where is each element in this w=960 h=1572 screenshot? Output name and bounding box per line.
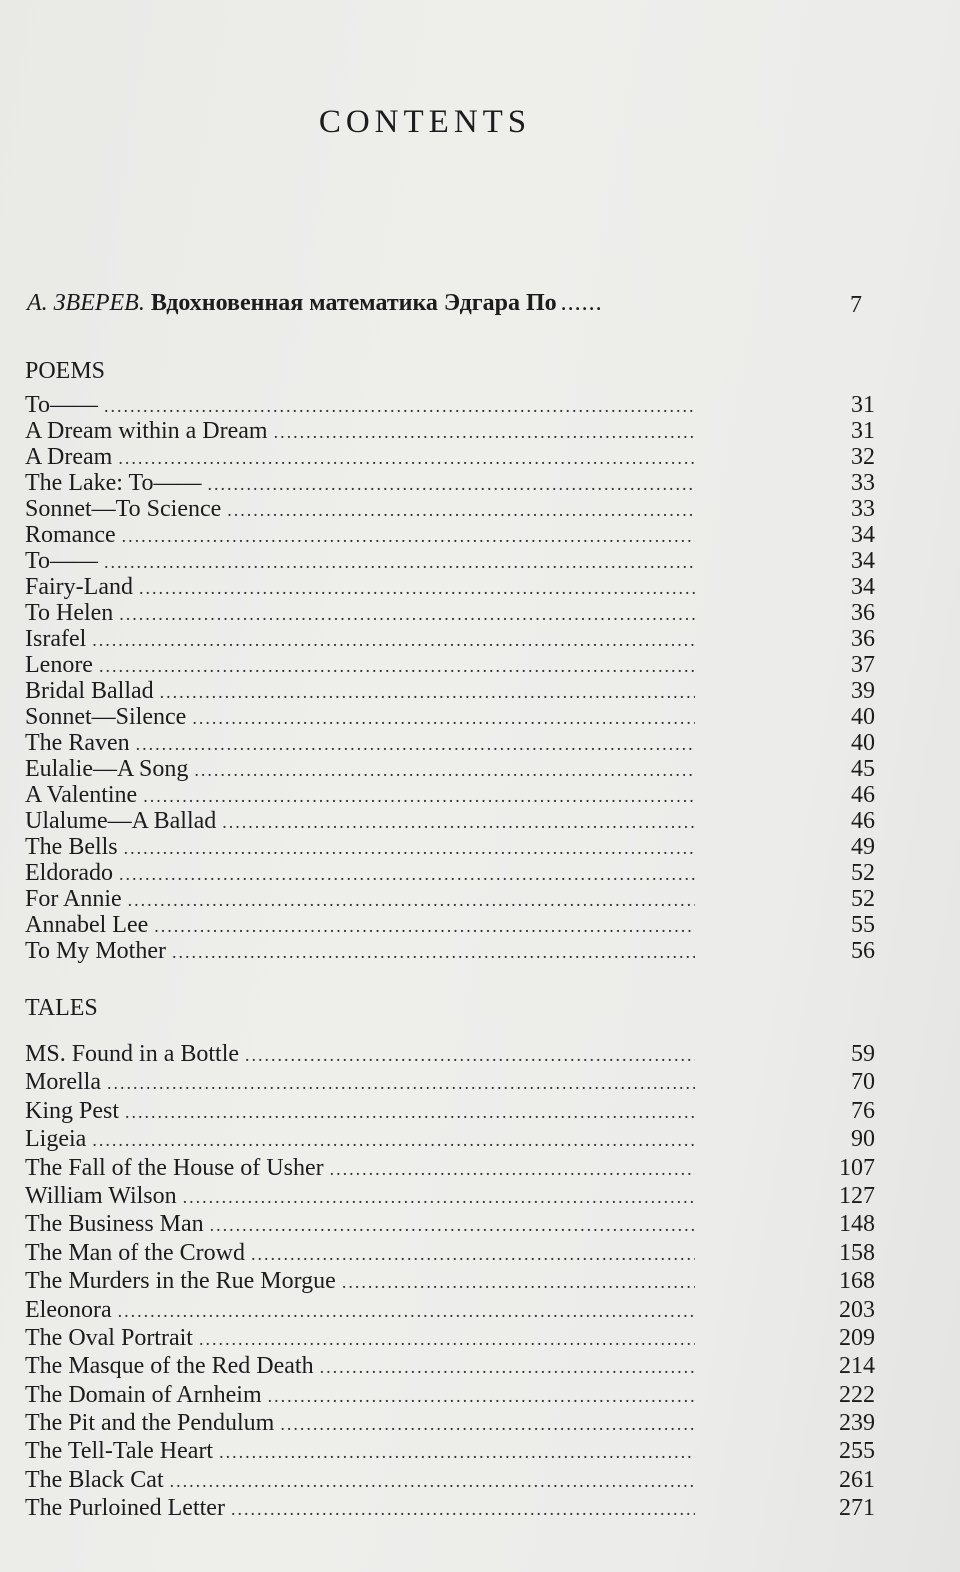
toc-entry-title: The Pit and the Pendulum — [25, 1410, 275, 1437]
dot-leader — [227, 497, 695, 523]
toc-entry[interactable] — [25, 1210, 875, 1238]
toc-entry[interactable] — [25, 678, 875, 704]
toc-entry-page-number: 34 — [851, 548, 875, 574]
toc-entry-title: The Fall of the House of Usher — [25, 1154, 324, 1181]
toc-entry[interactable] — [25, 1097, 875, 1125]
toc-entry[interactable] — [25, 652, 875, 678]
toc-entry-page-number: 76 — [851, 1097, 875, 1124]
toc-entry-page-number: 168 — [839, 1268, 875, 1295]
toc-entry-title: Eleonora — [25, 1296, 112, 1323]
intro-entry[interactable] — [27, 290, 867, 317]
toc-entry-page-number: 52 — [851, 860, 875, 886]
toc-entry-page-number: 261 — [839, 1466, 875, 1493]
toc-entry[interactable] — [25, 522, 875, 548]
toc-entry-page-number: 46 — [851, 782, 875, 808]
toc-entry[interactable] — [25, 912, 875, 938]
toc-entry-title: To—— — [25, 548, 98, 574]
toc-entry[interactable] — [25, 1296, 875, 1324]
toc-entry[interactable] — [25, 1239, 875, 1267]
toc-entry-title: To—— — [25, 392, 98, 418]
toc-entry-title: A Dream within a Dream — [25, 418, 268, 444]
toc-entry[interactable] — [25, 1381, 875, 1409]
intro-title: Вдохновенная математика Эдгара По — [150, 290, 557, 316]
toc-entry-page-number: 239 — [839, 1410, 875, 1437]
toc-entry[interactable] — [25, 1352, 875, 1380]
toc-entry-page-number: 36 — [851, 600, 875, 626]
toc-entry[interactable] — [25, 1154, 875, 1182]
toc-entry-title: Sonnet—Silence — [25, 704, 187, 730]
dot-leader — [280, 1410, 695, 1438]
toc-entry-page-number: 148 — [839, 1211, 875, 1238]
intro-author: А. ЗВЕРЕВ. — [27, 290, 145, 316]
toc-entry-title: Eldorado — [25, 860, 113, 886]
toc-entry-page-number: 127 — [839, 1182, 875, 1209]
toc-entry-page-number: 203 — [839, 1296, 875, 1323]
toc-entry-title: The Business Man — [25, 1211, 204, 1238]
toc-entry[interactable] — [25, 1040, 875, 1068]
toc-entry-page-number: 90 — [851, 1126, 875, 1153]
toc-entry-title: The Domain of Arnheim — [25, 1381, 262, 1408]
dot-leader — [192, 705, 695, 731]
toc-entry-page-number: 45 — [851, 756, 875, 782]
toc-entry-page-number: 49 — [851, 834, 875, 860]
toc-entry-title: Israfel — [25, 626, 87, 652]
dot-leader — [104, 393, 695, 419]
dot-leader — [330, 1155, 695, 1183]
toc-entry-page-number: 31 — [851, 418, 875, 444]
tales-list — [25, 1040, 875, 1523]
toc-entry-title: For Annie — [25, 886, 122, 912]
dot-leader — [251, 1240, 695, 1268]
dot-leader — [139, 575, 695, 601]
toc-entry-page-number: 56 — [851, 938, 875, 964]
dot-leader — [154, 913, 695, 939]
toc-entry[interactable] — [25, 704, 875, 730]
page-title: CONTENTS — [318, 104, 532, 140]
dot-leader — [107, 1069, 695, 1097]
toc-entry[interactable] — [25, 782, 875, 808]
toc-entry-title: Romance — [25, 522, 116, 548]
dot-leader — [104, 549, 695, 575]
toc-entry[interactable] — [25, 574, 875, 600]
dot-leader — [128, 887, 695, 913]
toc-entry-title: To My Mother — [25, 938, 166, 964]
toc-entry[interactable] — [25, 626, 875, 652]
toc-entry-page-number: 33 — [851, 496, 875, 522]
toc-entry-title: Morella — [25, 1069, 101, 1096]
poems-heading: POEMS — [25, 358, 106, 384]
toc-entry-title: MS. Found in a Bottle — [25, 1041, 240, 1067]
toc-entry-title: The Oval Portrait — [25, 1324, 193, 1351]
toc-entry-title: The Bells — [25, 834, 118, 860]
toc-entry[interactable] — [25, 730, 875, 756]
dot-leader — [136, 731, 695, 757]
dot-leader — [231, 1495, 695, 1523]
toc-entry-title: Lenore — [25, 652, 93, 678]
toc-entry[interactable] — [25, 860, 875, 886]
toc-entry-title: Ligeia — [25, 1126, 87, 1153]
toc-entry-title: Bridal Ballad — [25, 678, 154, 704]
toc-entry[interactable] — [25, 1267, 875, 1295]
toc-entry-page-number: 52 — [851, 886, 875, 912]
toc-entry[interactable] — [25, 834, 875, 860]
intro-page-number: 7 — [850, 292, 862, 318]
toc-entry-title: The Raven — [25, 730, 130, 756]
toc-entry-page-number: 70 — [851, 1069, 875, 1096]
toc-entry-title: The Purloined Letter — [25, 1495, 225, 1522]
toc-entry-title: The Man of the Crowd — [25, 1239, 245, 1266]
toc-entry-page-number: 36 — [851, 626, 875, 652]
dot-leader — [183, 1183, 695, 1211]
toc-entry[interactable] — [25, 600, 875, 626]
toc-entry-title: King Pest — [25, 1097, 120, 1124]
toc-entry-title: Fairy-Land — [25, 574, 133, 600]
toc-entry-page-number: 37 — [851, 652, 875, 678]
dot-leader — [125, 1098, 695, 1126]
toc-entry[interactable] — [25, 1182, 875, 1210]
toc-entry[interactable] — [25, 1068, 875, 1096]
toc-entry-page-number: 222 — [839, 1381, 875, 1408]
toc-entry-title: Annabel Lee — [25, 912, 149, 938]
dot-leader — [170, 1467, 695, 1495]
toc-entry-page-number: 59 — [851, 1041, 875, 1067]
toc-entry[interactable] — [25, 1324, 875, 1352]
toc-entry[interactable] — [25, 496, 875, 522]
toc-entry[interactable] — [25, 470, 875, 496]
toc-entry-page-number: 39 — [851, 678, 875, 704]
toc-entry[interactable] — [25, 444, 875, 470]
toc-entry-title: The Masque of the Red Death — [25, 1353, 314, 1380]
toc-entry[interactable] — [25, 1125, 875, 1153]
toc-entry-page-number: 271 — [839, 1495, 875, 1522]
toc-entry[interactable] — [25, 938, 875, 964]
toc-entry-title: To Helen — [25, 600, 114, 626]
toc-entry[interactable] — [25, 756, 875, 782]
toc-entry-title: The Black Cat — [25, 1466, 164, 1493]
dot-leader — [194, 757, 695, 783]
toc-entry[interactable] — [25, 808, 875, 834]
dot-leader — [210, 1211, 695, 1239]
toc-entry-page-number: 32 — [851, 444, 875, 470]
toc-entry[interactable] — [25, 1409, 875, 1437]
intro-leader: ...... — [560, 290, 603, 316]
toc-entry-page-number: 55 — [851, 912, 875, 938]
dot-leader — [208, 471, 696, 497]
dot-leader — [119, 861, 695, 887]
toc-entry-title: The Murders in the Rue Morgue — [25, 1268, 336, 1295]
dot-leader — [245, 1041, 695, 1069]
toc-entry-title: The Lake: To—— — [25, 470, 202, 496]
dot-leader — [118, 445, 695, 471]
toc-entry[interactable] — [25, 548, 875, 574]
dot-leader — [143, 783, 695, 809]
toc-entry-title: A Dream — [25, 444, 113, 470]
dot-leader — [268, 1382, 695, 1410]
toc-entry-page-number: 34 — [851, 574, 875, 600]
dot-leader — [118, 1297, 695, 1325]
toc-entry[interactable] — [25, 886, 875, 912]
toc-entry-page-number: 107 — [839, 1154, 875, 1181]
dot-leader — [92, 1126, 695, 1154]
toc-entry-page-number: 31 — [851, 392, 875, 418]
toc-entry[interactable] — [25, 1494, 875, 1522]
dot-leader — [342, 1268, 695, 1296]
toc-entry-page-number: 255 — [839, 1438, 875, 1465]
toc-entry-page-number: 40 — [851, 704, 875, 730]
toc-entry-title: William Wilson — [25, 1182, 177, 1209]
toc-entry-page-number: 46 — [851, 808, 875, 834]
dot-leader — [199, 1325, 695, 1353]
toc-entry-title: The Tell-Tale Heart — [25, 1438, 214, 1465]
dot-leader — [99, 653, 695, 679]
dot-leader — [320, 1353, 695, 1381]
toc-entry-page-number: 34 — [851, 522, 875, 548]
toc-entry-page-number: 158 — [839, 1239, 875, 1266]
dot-leader — [222, 809, 695, 835]
toc-entry-title: Ulalume—A Ballad — [25, 808, 217, 834]
toc-entry-title: Eulalie—A Song — [25, 756, 189, 782]
dot-leader — [160, 679, 695, 705]
toc-entry-page-number: 209 — [839, 1324, 875, 1351]
dot-leader — [92, 627, 695, 653]
toc-entry[interactable] — [25, 392, 875, 418]
dot-leader — [172, 939, 695, 965]
toc-entry[interactable] — [25, 418, 875, 444]
toc-entry-title: A Valentine — [25, 782, 138, 808]
toc-entry-page-number: 214 — [839, 1353, 875, 1380]
toc-entry-page-number: 40 — [851, 730, 875, 756]
tales-heading: TALES — [25, 995, 98, 1021]
toc-entry[interactable] — [25, 1466, 875, 1494]
dot-leader — [122, 523, 695, 549]
dot-leader — [119, 601, 695, 627]
toc-entry-title: Sonnet—To Science — [25, 496, 222, 522]
dot-leader — [274, 419, 695, 445]
toc-entry-page-number: 33 — [851, 470, 875, 496]
dot-leader — [219, 1438, 695, 1466]
toc-entry[interactable] — [25, 1437, 875, 1465]
poems-list — [25, 392, 875, 964]
dot-leader — [124, 835, 695, 861]
